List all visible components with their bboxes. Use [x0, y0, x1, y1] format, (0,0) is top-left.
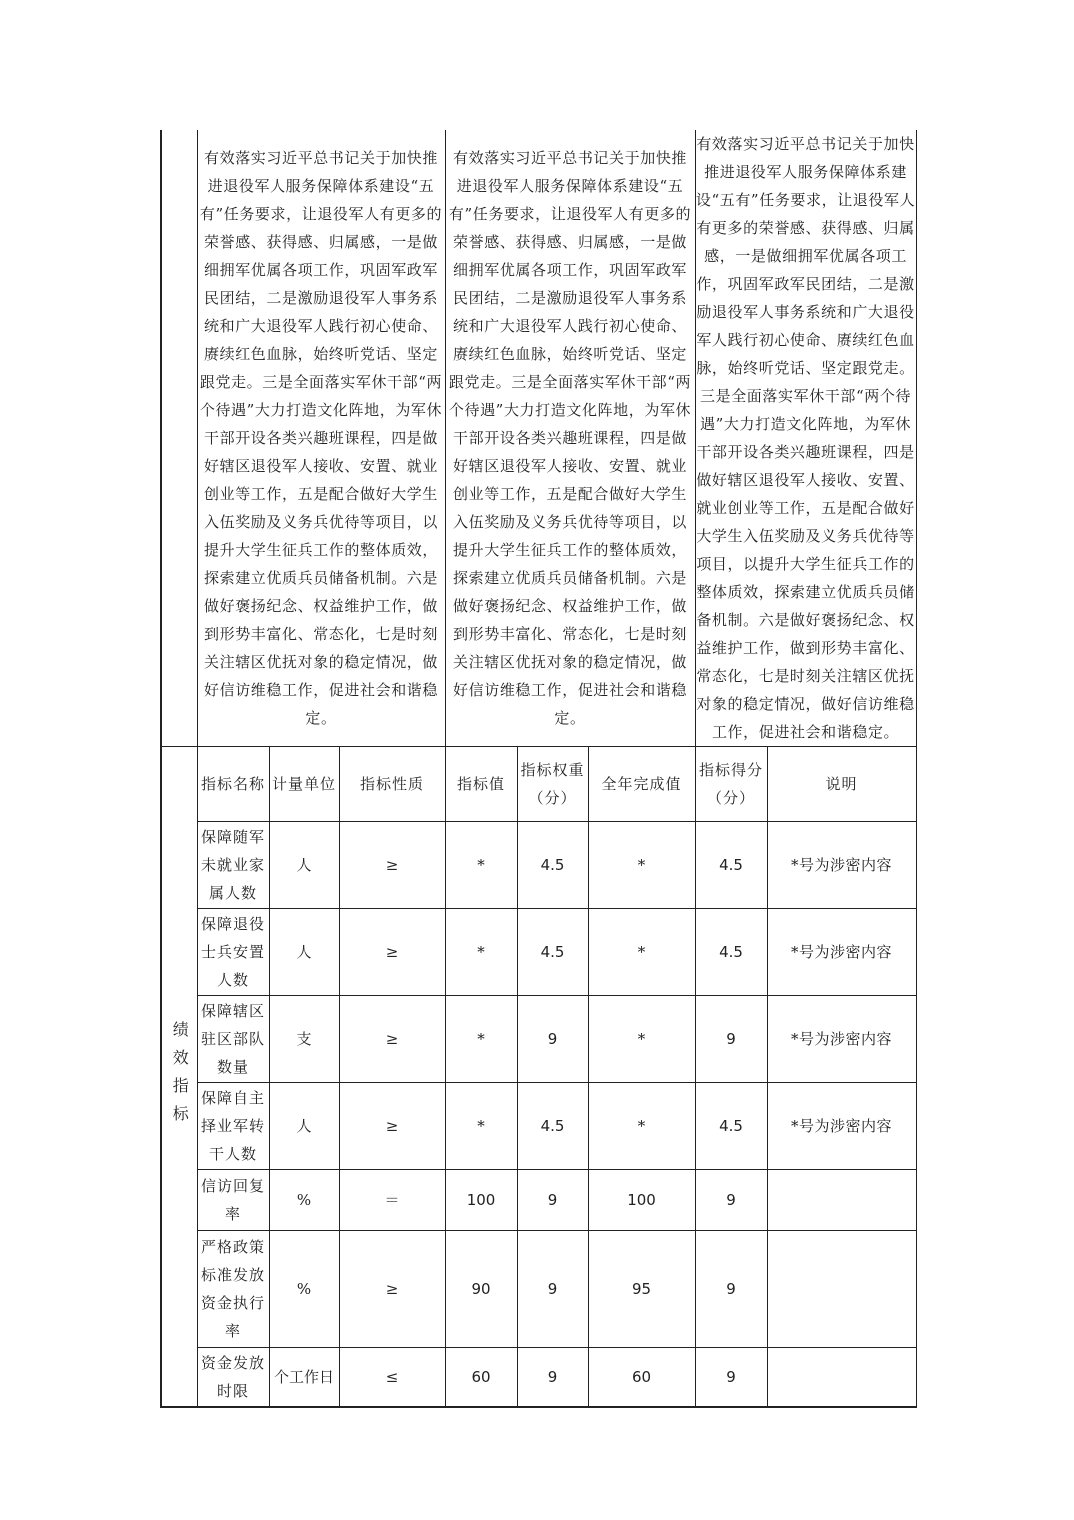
goal-row	[161, 130, 916, 747]
row-weight: 9	[517, 1348, 588, 1408]
table-row	[161, 1083, 916, 1170]
header-value: 指标值	[445, 747, 517, 822]
row-value: *	[445, 909, 517, 996]
indicator-section	[161, 747, 916, 1408]
row-value: *	[445, 996, 517, 1083]
row-nature: ≥	[339, 996, 445, 1083]
row-score: 9	[695, 1170, 767, 1231]
header-note: 说明	[767, 747, 916, 822]
row-weight: 4.5	[517, 1083, 588, 1170]
row-value: *	[445, 822, 517, 909]
table-row	[161, 909, 916, 996]
section-label-cell	[161, 747, 197, 1408]
header-completed: 全年完成值	[588, 747, 695, 822]
row-nature: ＝	[339, 1170, 445, 1231]
row-completed: *	[588, 1083, 695, 1170]
row-name: 资金发放时限	[197, 1348, 269, 1408]
row-completed: *	[588, 909, 695, 996]
row-value: 60	[445, 1348, 517, 1408]
row-weight: 9	[517, 996, 588, 1083]
header-name: 指标名称	[197, 747, 269, 822]
row-weight: 9	[517, 1231, 588, 1348]
table-row	[161, 996, 916, 1083]
table-row	[161, 822, 916, 909]
row-completed: *	[588, 822, 695, 909]
row-value: *	[445, 1083, 517, 1170]
table-row	[161, 1348, 916, 1408]
row-weight: 9	[517, 1170, 588, 1231]
goal-text-col-3: 有效落实习近平总书记关于加快推进退役军人服务保障体系建设“五有”任务要求，让退役军人有更多的荣誉感、获得感、归属感，一是做细拥军优属各项工作，巩固军政军民团结，二是激励退役军人事务系统和广大退役军人践行初心使命、赓续红色血脉，始终听党话、坚定跟党走。三是全面落实军休干部“两个待遇”大力打造文化阵地，为军休干部开设各类兴趣班课程，四是做好辖区退役军人接收、安置、就业创业等工作，五是配合做好大学生入伍奖励及义务兵优待等项目，以提升大学生征兵工作的整体质效，探索建立优质兵员储备机制。六是做好褒扬纪念、权益维护工作，做到形势丰富化、常态化，七是时刻关注辖区优抚对象的稳定情况，做好信访维稳工作，促进社会和谐稳定。	[695, 130, 916, 747]
row-score: 4.5	[695, 822, 767, 909]
row-nature: ≥	[339, 822, 445, 909]
header-row	[161, 747, 916, 822]
performance-table	[160, 130, 917, 1408]
row-name: 保障自主择业军转干人数	[197, 1083, 269, 1170]
row-note: *号为涉密内容	[767, 996, 916, 1083]
row-note: *号为涉密内容	[767, 1083, 916, 1170]
row-name: 严格政策标准发放资金执行率	[197, 1231, 269, 1348]
row-note: *号为涉密内容	[767, 909, 916, 996]
goal-text-col-1: 有效落实习近平总书记关于加快推进退役军人服务保障体系建设“五有”任务要求，让退役军人有更多的荣誉感、获得感、归属感，一是做细拥军优属各项工作，巩固军政军民团结，二是激励退役军人事务系统和广大退役军人践行初心使命、赓续红色血脉，始终听党话、坚定跟党走。三是全面落实军休干部“两个待遇”大力打造文化阵地，为军休干部开设各类兴趣班课程，四是做好辖区退役军人接收、安置、就业创业等工作，五是配合做好大学生入伍奖励及义务兵优待等项目，以提升大学生征兵工作的整体质效，探索建立优质兵员储备机制。六是做好褒扬纪念、权益维护工作，做到形势丰富化、常态化，七是时刻关注辖区优抚对象的稳定情况，做好信访维稳工作，促进社会和谐稳定。	[197, 130, 445, 747]
header-unit: 计量单位	[269, 747, 339, 822]
row-name: 保障随军未就业家属人数	[197, 822, 269, 909]
row-completed: 95	[588, 1231, 695, 1348]
row-score: 9	[695, 1348, 767, 1408]
goal-side-cell	[161, 130, 197, 747]
header-nature: 指标性质	[339, 747, 445, 822]
header-weight: 指标权重（分）	[517, 747, 588, 822]
row-nature: ≥	[339, 909, 445, 996]
row-value: 100	[445, 1170, 517, 1231]
row-note	[767, 1231, 916, 1348]
row-unit: 个工作日	[269, 1348, 339, 1408]
row-unit: 人	[269, 1083, 339, 1170]
row-completed: *	[588, 996, 695, 1083]
row-note	[767, 1348, 916, 1408]
table-row	[161, 1170, 916, 1231]
row-unit: 人	[269, 822, 339, 909]
section-label: 绩效指标	[170, 1020, 190, 1133]
row-weight: 4.5	[517, 822, 588, 909]
row-weight: 4.5	[517, 909, 588, 996]
row-unit: 支	[269, 996, 339, 1083]
row-nature: ≤	[339, 1348, 445, 1408]
row-note	[767, 1170, 916, 1231]
row-unit: %	[269, 1231, 339, 1348]
row-score: 4.5	[695, 909, 767, 996]
header-score: 指标得分（分）	[695, 747, 767, 822]
row-completed: 60	[588, 1348, 695, 1408]
table-row	[161, 1231, 916, 1348]
row-name: 保障退役士兵安置人数	[197, 909, 269, 996]
goal-text-col-2: 有效落实习近平总书记关于加快推进退役军人服务保障体系建设“五有”任务要求，让退役军人有更多的荣誉感、获得感、归属感，一是做细拥军优属各项工作，巩固军政军民团结，二是激励退役军人事务系统和广大退役军人践行初心使命、赓续红色血脉，始终听党话、坚定跟党走。三是全面落实军休干部“两个待遇”大力打造文化阵地，为军休干部开设各类兴趣班课程，四是做好辖区退役军人接收、安置、就业创业等工作，五是配合做好大学生入伍奖励及义务兵优待等项目，以提升大学生征兵工作的整体质效，探索建立优质兵员储备机制。六是做好褒扬纪念、权益维护工作，做到形势丰富化、常态化，七是时刻关注辖区优抚对象的稳定情况，做好信访维稳工作，促进社会和谐稳定。	[445, 130, 695, 747]
row-unit: 人	[269, 909, 339, 996]
row-name: 保障辖区驻区部队数量	[197, 996, 269, 1083]
row-score: 9	[695, 1231, 767, 1348]
row-value: 90	[445, 1231, 517, 1348]
row-note: *号为涉密内容	[767, 822, 916, 909]
row-unit: %	[269, 1170, 339, 1231]
row-completed: 100	[588, 1170, 695, 1231]
row-score: 4.5	[695, 1083, 767, 1170]
row-nature: ≥	[339, 1083, 445, 1170]
row-name: 信访回复率	[197, 1170, 269, 1231]
row-nature: ≥	[339, 1231, 445, 1348]
row-score: 9	[695, 996, 767, 1083]
